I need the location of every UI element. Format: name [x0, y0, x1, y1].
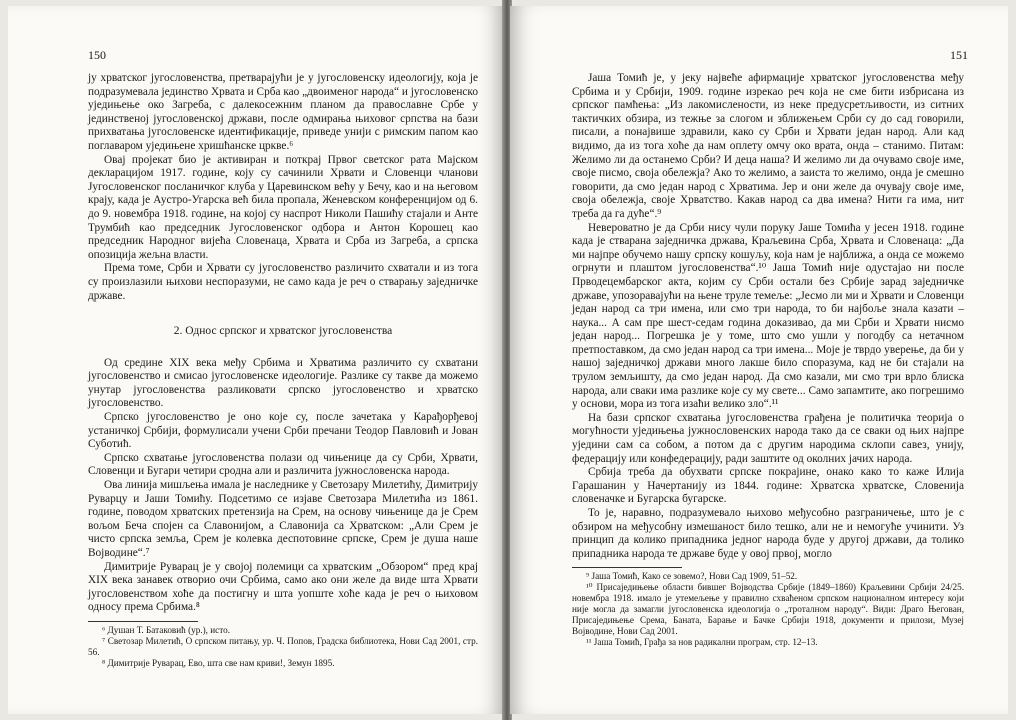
footnote: ⁷ Светозар Милетић, О српском питању, ур. Ч. Попов, Градска библиотека, Нови Сад 2001, стр. 56. — [88, 635, 478, 657]
right-page-text — [572, 72, 964, 648]
right-page — [510, 6, 1008, 714]
left-page-text — [88, 72, 478, 669]
paragraph: То је, наравно, подразумевало њихово међусобно разграничење, што је с обзиром на међусобну измешаност било тешко, али не и немогуће учинити. Уз принцип да колико припадника једног народа буде у другој држави, да толико припадника народа те државе буде у овој првој, могло — [572, 507, 964, 560]
paragraph: Јаша Томић је, у јеку највеће афирмације хрватског југословенства међу Србима и у Србији, 1909. године изрекао реч која не сме бити избрисана из српског памћења: „Из лакомислености, из неке предусретљивости, из ситних тактичких обзира, из тежње за слогом и зближењем Срби су до сад говорили, писали, а понајвише здравили, како су Срби и Хрвати један народ. Али кад видимо, да из тога хоће да нам оплету омчу око врата, онда – станимо. Питам: Желимо ли да останемо Срби? И деца наша? И желимо ли да очувамо своје име, своје писмо, своја обележја? Ако то желимо, а заиста то желимо, онда је смешно говорити, да смо један народ с Хрватима. Јер и они желе да очувају своје име, своја обележја, своје Хрватство. Какав народ са два имена? Нити га има, нит треба да га дуће“.⁹ — [572, 72, 964, 220]
paragraph: Српско схватање југословенства полази од чињенице да су Срби, Хрвати, Словенци и Бугари четири сродна али и различита јужнословенска народа. — [88, 451, 478, 478]
page-number: 150 — [88, 48, 106, 62]
paragraph: Српско југословенство је оно које су, после зачетака у Карађорђевој устаничкој Србији, формулисали учени Срби пречани Теодор Павловић и Јован Суботић. — [88, 411, 478, 451]
paragraph: Ова линија мишљења имала је наследнике у Светозару Милетићу, Димитрију Руварцу и Јаши Томићу. Подсетимо се изјаве Светозара Милетића из 1861. године, поводом хрватских претензија на Срем, на основу чињенице да је Срем вољом Беча спојен са Славонијом, а Славонија са Хрватском: „Али Срем је чисто српска земља, Срем је колевка деспотовине српске, Срем је душа наше Војводине“.⁷ — [88, 479, 478, 559]
footnote-rule — [572, 567, 682, 568]
paragraph: Србија треба да обухвати српске покрајине, онако како то каже Илија Гарашанин у Начертанију из 1844. године: Хрватска хрватске, Словенија словеначке и Бугарска бугарске. — [572, 466, 964, 506]
footnote-rule — [88, 621, 198, 622]
paragraph: Према томе, Срби и Хрвати су југословенство различито схватали и из тога су произлазили њихови неспоразуми, не само када је реч о стварању заједничке државе. — [88, 262, 478, 302]
section-heading: 2. Однос српског и хрватског југословенства — [173, 325, 393, 338]
footnote: ⁹ Јаша Томић, Како се зовемо?, Нови Сад 1909, 51–52. — [586, 571, 798, 582]
paragraph: Димитрије Руварац је у својој полемици са хрватским „Обзором“ пред крај XIX века занавек отворио очи Србима, само ако они желе да виде шта Хрвати југословенством хоће да постигну и шта уопште хоће када је реч о њиховом односу према Србима.⁸ — [88, 560, 478, 614]
footnote: ⁸ Димитрије Руварац, Ево, шта све нам криви!, Земун 1895. — [102, 657, 335, 668]
paragraph: ју хрватског југословенства, претварајући је у југословенску идеологију, која је подразумевала јединство Хрвата и Срба као „двоименог народа“ и југословенско уједињење око Загреба, с далекосежним планом да православне Србе у јединственој југословенској држави, после одмирања њиховог српства на бази прихватања југословенске идентификације, приведе унији с римским папом као поглаваром уједињене хришћанске цркве.⁶ — [88, 72, 478, 152]
footnote: ⁶ Душан Т. Батаковић (ур.), исто. — [102, 624, 231, 635]
paragraph: Невероватно је да Срби нису чули поруку Јаше Томића у јесен 1918. године када је стварана заједничка држава, Краљевина Срба, Хрвата и Словенаца: „Да ми најпре обучемо нашу српску кошуљу, која нам је најближа, а онда се можемо огрнути и плаштом југословенства“.¹⁰ Јаша Томић није одустајао ни после Прводецембарског акта, којим су Срби остали без Србије зарад заједничке државе, упозоравајући на њене труле темеље: „Јесмо ли ми и Хрвати и Словенци један народ са три имена, или смо три народа, то би најбоље знала казати – наука... А сам пре шест-седам година доказивао, да ми Срби и Хрвати нисмо један народ... Погрешка је у томе, што смо ушли у погодбу са нетачном претпоставком, да смо један народ са три имена... Моје је тврдо уверење, да би у нашој заједничкој држави много лакше било споразума, кад не би стајали на трулом земљишту, да смо један народ. Да смо казали, ми смо три врло блиска народа, али сваки има разлике које су му свете... Само запамтите, ако погрешимо у основи, мора из тога изаћи велико зло“.¹¹ — [572, 221, 964, 411]
paragraph: Од средине XIX века међу Србима и Хрватима различито су схватани југословенство и смисао југословенске идеологије. Разлике су такве да можемо унутар југословенства разликовати српско југословенство и хрватско југословенство. — [88, 356, 478, 410]
footnote: ¹¹ Јаша Томић, Грађа за нов радикални програм, стр. 12–13. — [586, 637, 818, 648]
page-number: 151 — [950, 48, 968, 62]
footnote: ¹⁰ Присаједињење области бившег Војводства Србије (1849–1860) Краљевини Србији 24/25. новембра 1918. имало је утемељење у правилно схваћеном српском националном интересу који није могла да замагли југословенска идеологија о „троталном народу“. Види: Драго Његован, Присаједињење Срема, Баната, Барање и Бачке Србији 1918, документи и прилози, Музеј Војводине, Нови Сад 2001. — [572, 582, 964, 637]
paragraph: Овај пројекат био је активиран и поткрај Првог светског рата Мајском декларацијом 1917. године, коју су сачинили Хрвати и Словенци чланови Југословенског посланичког клуба у Царевинском већу у Бечу, као и на његовом крају, када је Аустро-Угарска већ била пропала, Женевском конференцијом од 6. до 9. новембра 1918. године, на којој су наспрот Николи Пашићу стајали и Анте Трумбић као председник Југословенског одбора и Антон Корошец као председник Народног вијећа Словенаца, Хрвата и Срба из Загреба, а српска опозиција жељна власти. — [88, 153, 478, 261]
left-page — [8, 6, 504, 714]
paragraph: На бази српског схватања југословенства грађена је политичка теорија о могућности уједињења јужнословенских народа тако да се сваки од њих најпре уједини сам са собом, а потом да с другим народима склопи савез, унију, федерацију или конфедерацију, ради заштите од околних јачих народа. — [572, 411, 964, 465]
